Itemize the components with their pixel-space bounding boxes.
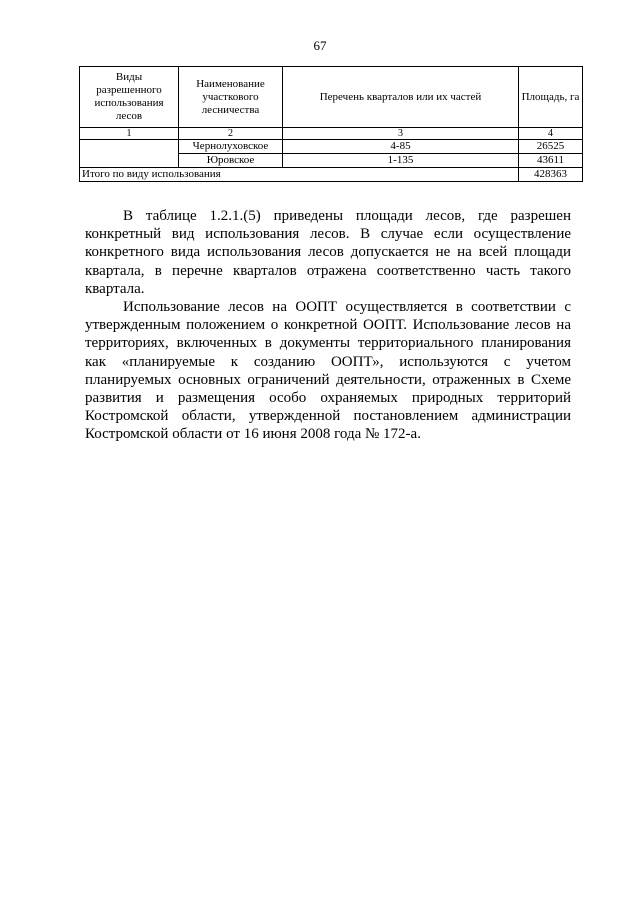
table-column-numbers-row bbox=[80, 128, 583, 140]
forest-use-table bbox=[79, 66, 583, 182]
header-use-type: Виды разрешенного использования лесов bbox=[80, 67, 179, 128]
table-header-row bbox=[80, 67, 583, 128]
header-quarters-list: Перечень кварталов или их частей bbox=[283, 67, 519, 128]
forestry-name-cell: Чернолуховское bbox=[179, 140, 283, 154]
column-number: 4 bbox=[519, 128, 583, 140]
table-total-row bbox=[80, 168, 583, 182]
area-cell: 26525 bbox=[519, 140, 583, 154]
header-area: Площадь, га bbox=[519, 67, 583, 128]
forestry-name-cell: Юровское bbox=[179, 154, 283, 168]
quarters-cell: 4-85 bbox=[283, 140, 519, 154]
total-label: Итого по виду использования bbox=[80, 168, 519, 182]
paragraph-text: Использование лесов на ООПТ осуществляется в соответствии с утвержденным положением о конкретной ООПТ. Использование лесов на территориях, включенных в документы территориального планирования как «планируемые к созданию ООПТ», используются с учетом планируемых основных ограничений деятельности, отраженных в Схеме развития и размещения особо охраняемых природных территорий Костромской области, утвержденной постановлением администрации Костромской области от 16 июня 2008 года № 172-а. bbox=[85, 299, 571, 443]
column-number: 3 bbox=[283, 128, 519, 140]
paragraph-text: В таблице 1.2.1.(5) приведены площади лесов, где разрешен конкретный вид использования лесов. В случае если осуществление конкретного вида использования лесов допускается не на всей площади квартала, в перечне кварталов отражена соответственно часть такого квартала. bbox=[85, 208, 571, 297]
quarters-cell: 1-135 bbox=[283, 154, 519, 168]
table-row bbox=[80, 140, 583, 154]
paragraph-protected-areas bbox=[85, 298, 571, 444]
use-type-cell bbox=[80, 140, 179, 168]
page-number: 67 bbox=[313, 38, 327, 53]
header-forestry-name: Наименование участкового лесничества bbox=[179, 67, 283, 128]
area-cell: 43611 bbox=[519, 154, 583, 168]
paragraph-table-note bbox=[85, 207, 571, 298]
column-number: 2 bbox=[179, 128, 283, 140]
total-value: 428363 bbox=[519, 168, 583, 182]
column-number: 1 bbox=[80, 128, 179, 140]
